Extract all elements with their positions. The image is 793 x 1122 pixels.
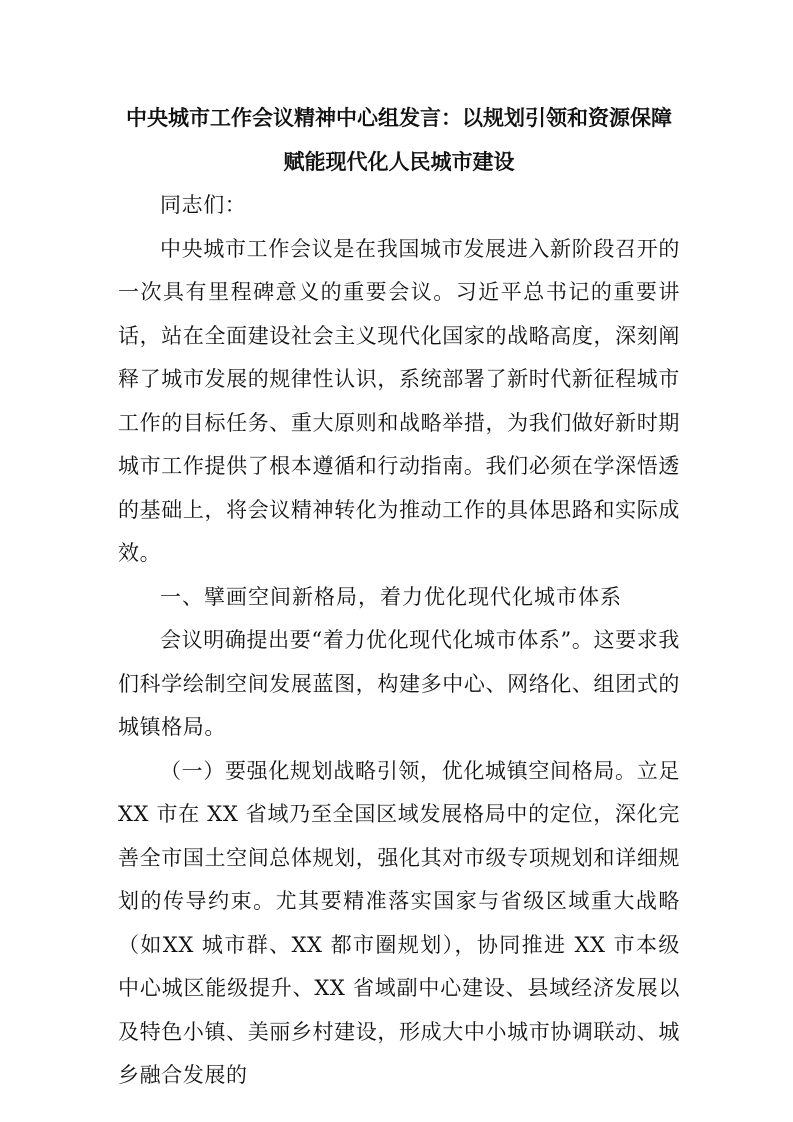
document-title	[118, 96, 680, 184]
section-heading-1: 一、擘画空间新格局，着力优化现代化城市体系	[160, 584, 622, 609]
salutation: 同志们：	[160, 193, 247, 217]
title-line-1: 中央城市工作会议精神中心组发言：以规划引领和资源保障	[126, 105, 672, 130]
section-1-paragraph: 会议明确提出要“着力优化现代化城市体系”。这要求我们科学绘制空间发展蓝图，构建多中心、网络化、组团式的城镇格局。	[118, 628, 680, 739]
title-line-2: 赋能现代化人民城市建设	[283, 149, 515, 174]
intro-paragraph: 中央城市工作会议是在我国城市发展进入新阶段召开的一次具有里程碑意义的重要会议。习近平总书记的重要讲话，站在全面建设社会主义现代化国家的战略高度，深刻阐释了城市发展的规律性认识，系统部署了新时代新征程城市工作的目标任务、重大原则和战略举措，为我们做好新时期城市工作提供了根本遵循和行动指南。我们必须在学深悟透的基础上，将会议精神转化为推动工作的具体思路和实际成效。	[118, 236, 680, 565]
document-page	[118, 96, 680, 1098]
subsection-1-paragraph: （一）要强化规划战略引领，优化城镇空间格局。立足XX 市在 XX 省域乃至全国区域发展格局中的定位，深化完善全市国土空间总体规划，强化其对市级专项规划和详细规划的传导约束。尤其要精准落实国家与省级区域重大战略（如XX 城市群、XX 都市圈规划），协同推进 XX 市本级中心城区能级提升、XX 省域副中心建设、县域经济发展以及特色小镇、美丽乡村建设，形成大中小城市协调联动、城乡融合发展的	[118, 758, 680, 1087]
